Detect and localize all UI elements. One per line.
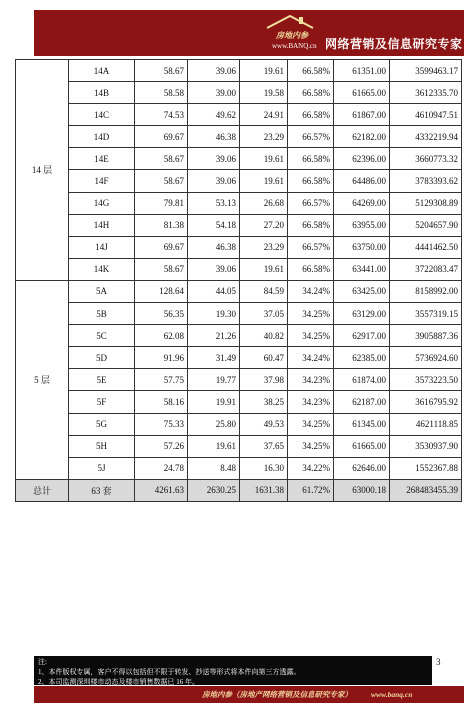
total-row [16,479,462,501]
table-cell: 19.61 [188,435,240,457]
table-row [16,148,462,170]
logo-text: 房地内参 [276,31,308,40]
table-cell: 66.58% [288,104,334,126]
table-cell: 14K [69,258,135,280]
table-cell: 58.58 [135,82,188,104]
table-cell: 61665.00 [334,435,390,457]
table-cell: 63129.00 [334,303,390,325]
table-cell: 34.23% [288,391,334,413]
notes-box [34,656,432,685]
table-cell: 62187.00 [334,391,390,413]
table-cell: 39.06 [188,148,240,170]
table-cell: 34.24% [288,280,334,302]
table-cell: 46.38 [188,236,240,258]
table-cell: 58.16 [135,391,188,413]
table-cell: 5E [69,369,135,391]
table-body [16,60,462,502]
table-row [16,413,462,435]
note-line-2: 2、本司监测深圳楼市动态及楼市销售数据已 16 年。 [38,678,199,686]
table-cell: 19.61 [240,170,288,192]
total-cell: 63000.18 [334,479,390,501]
table-row [16,325,462,347]
table-cell: 19.91 [188,391,240,413]
floor-cell: 5 层 [16,280,69,479]
table-cell: 19.77 [188,369,240,391]
table-cell: 63955.00 [334,214,390,236]
table-cell: 3530937.90 [390,435,462,457]
table-cell: 54.18 [188,214,240,236]
table-cell: 128.64 [135,280,188,302]
table-cell: 58.67 [135,258,188,280]
table-cell: 26.68 [240,192,288,214]
table-cell: 34.25% [288,303,334,325]
table-cell: 24.78 [135,457,188,479]
table-cell: 66.58% [288,214,334,236]
table-cell: 58.67 [135,170,188,192]
table-cell: 34.25% [288,435,334,457]
table-cell: 8.48 [188,457,240,479]
table-cell: 39.06 [188,258,240,280]
table-cell: 5G [69,413,135,435]
footer-url: www.banq.cn [371,690,413,699]
table-row [16,104,462,126]
footer-left: 房地内参（房地产网络营销及信息研究专家） [202,690,352,699]
table-cell: 61345.00 [334,413,390,435]
table-cell: 62385.00 [334,347,390,369]
table-cell: 3660773.32 [390,148,462,170]
table-cell: 57.75 [135,369,188,391]
table-cell: 5B [69,303,135,325]
table-cell: 21.26 [188,325,240,347]
footer-band [34,686,464,703]
table-cell: 63750.00 [334,236,390,258]
table-cell: 3612335.70 [390,82,462,104]
page-number: 3 [436,657,441,667]
table-cell: 14F [69,170,135,192]
table-cell: 57.26 [135,435,188,457]
table-cell: 3905887.36 [390,325,462,347]
table-cell: 64486.00 [334,170,390,192]
table-cell: 61665.00 [334,82,390,104]
total-cell: 2630.25 [188,479,240,501]
table-cell: 39.00 [188,82,240,104]
table-row [16,391,462,413]
logo-url: www.BANQ.cn [272,42,317,50]
table-cell: 60.47 [240,347,288,369]
table-cell: 53.13 [188,192,240,214]
table-cell: 62182.00 [334,126,390,148]
table-cell: 69.67 [135,126,188,148]
table-cell: 14E [69,148,135,170]
table-cell: 19.58 [240,82,288,104]
table-cell: 81.38 [135,214,188,236]
table-row [16,347,462,369]
table-cell: 14A [69,60,135,82]
table-row [16,369,462,391]
notes-heading: 注: [38,658,47,666]
table-row [16,280,462,302]
table-cell: 34.22% [288,457,334,479]
table-row [16,60,462,82]
note-line-1: 1、本件版权专属，客户不得以包括但不限于转发、抄送等形式将本件向第三方透露。 [38,668,301,676]
table-cell: 62396.00 [334,148,390,170]
table-cell: 5129308.89 [390,192,462,214]
table-cell: 66.57% [288,126,334,148]
table-cell: 5F [69,391,135,413]
table-cell: 34.25% [288,325,334,347]
table-cell: 39.06 [188,60,240,82]
table-cell: 5C [69,325,135,347]
table-cell: 44.05 [188,280,240,302]
table-row [16,457,462,479]
table-cell: 66.58% [288,170,334,192]
table-cell: 40.82 [240,325,288,347]
table-cell: 62.08 [135,325,188,347]
total-cell: 1631.38 [240,479,288,501]
table-cell: 79.81 [135,192,188,214]
table-cell: 39.06 [188,170,240,192]
total-cell: 总计 [16,479,69,501]
table-row [16,126,462,148]
total-cell: 63 套 [69,479,135,501]
table-cell: 49.53 [240,413,288,435]
table-row [16,214,462,236]
table-cell: 58.67 [135,60,188,82]
table-cell: 14D [69,126,135,148]
table-cell: 5J [69,457,135,479]
table-cell: 23.29 [240,236,288,258]
table-cell: 37.65 [240,435,288,457]
floor-cell: 14 层 [16,60,69,281]
table-cell: 66.58% [288,148,334,170]
table-cell: 3722083.47 [390,258,462,280]
table-cell: 5D [69,347,135,369]
total-cell: 61.72% [288,479,334,501]
table-cell: 64269.00 [334,192,390,214]
table-cell: 34.25% [288,413,334,435]
table-cell: 75.33 [135,413,188,435]
table-cell: 4441462.50 [390,236,462,258]
table-cell: 19.30 [188,303,240,325]
table-cell: 27.20 [240,214,288,236]
table-cell: 66.58% [288,82,334,104]
table-cell: 4332219.94 [390,126,462,148]
table-row [16,303,462,325]
table-cell: 5H [69,435,135,457]
table-cell: 5736924.60 [390,347,462,369]
sales-table [15,59,462,502]
table-cell: 74.53 [135,104,188,126]
table-cell: 34.23% [288,369,334,391]
table-cell: 3783393.62 [390,170,462,192]
table-cell: 19.61 [240,60,288,82]
table-row [16,258,462,280]
table-cell: 24.91 [240,104,288,126]
table-cell: 4621118.85 [390,413,462,435]
table-cell: 8158992.00 [390,280,462,302]
total-cell: 4261.63 [135,479,188,501]
table-cell: 14C [69,104,135,126]
header-title: 网络营销及信息研究专家 [325,37,463,51]
total-cell: 268483455.39 [390,479,462,501]
table-cell: 4610947.51 [390,104,462,126]
table-cell: 66.57% [288,236,334,258]
table-cell: 5204657.90 [390,214,462,236]
table-row [16,82,462,104]
table-cell: 25.80 [188,413,240,435]
table-cell: 62646.00 [334,457,390,479]
table-row [16,236,462,258]
table-cell: 3573223.50 [390,369,462,391]
table-cell: 61351.00 [334,60,390,82]
table-cell: 49.62 [188,104,240,126]
table-cell: 91.96 [135,347,188,369]
table-cell: 66.58% [288,258,334,280]
table-cell: 63425.00 [334,280,390,302]
table-cell: 37.98 [240,369,288,391]
table-cell: 19.61 [240,148,288,170]
table-cell: 56.35 [135,303,188,325]
table-cell: 84.59 [240,280,288,302]
table-cell: 14B [69,82,135,104]
table-cell: 62917.00 [334,325,390,347]
table-cell: 19.61 [240,258,288,280]
table-cell: 14G [69,192,135,214]
table-cell: 14H [69,214,135,236]
table-cell: 23.29 [240,126,288,148]
table-row [16,435,462,457]
table-cell: 58.67 [135,148,188,170]
table-cell: 66.58% [288,60,334,82]
table-cell: 31.49 [188,347,240,369]
table-cell: 61874.00 [334,369,390,391]
table-cell: 34.24% [288,347,334,369]
table-cell: 14J [69,236,135,258]
table-cell: 3616795.92 [390,391,462,413]
table-cell: 3557319.15 [390,303,462,325]
table-cell: 69.67 [135,236,188,258]
table-cell: 38.25 [240,391,288,413]
table-row [16,192,462,214]
table-cell: 5A [69,280,135,302]
table-cell: 61867.00 [334,104,390,126]
table-cell: 1552367.88 [390,457,462,479]
table-cell: 37.05 [240,303,288,325]
table-row [16,170,462,192]
table-cell: 46.38 [188,126,240,148]
table-cell: 16.30 [240,457,288,479]
table-cell: 66.57% [288,192,334,214]
table-cell: 3599463.17 [390,60,462,82]
table-cell: 63441.00 [334,258,390,280]
